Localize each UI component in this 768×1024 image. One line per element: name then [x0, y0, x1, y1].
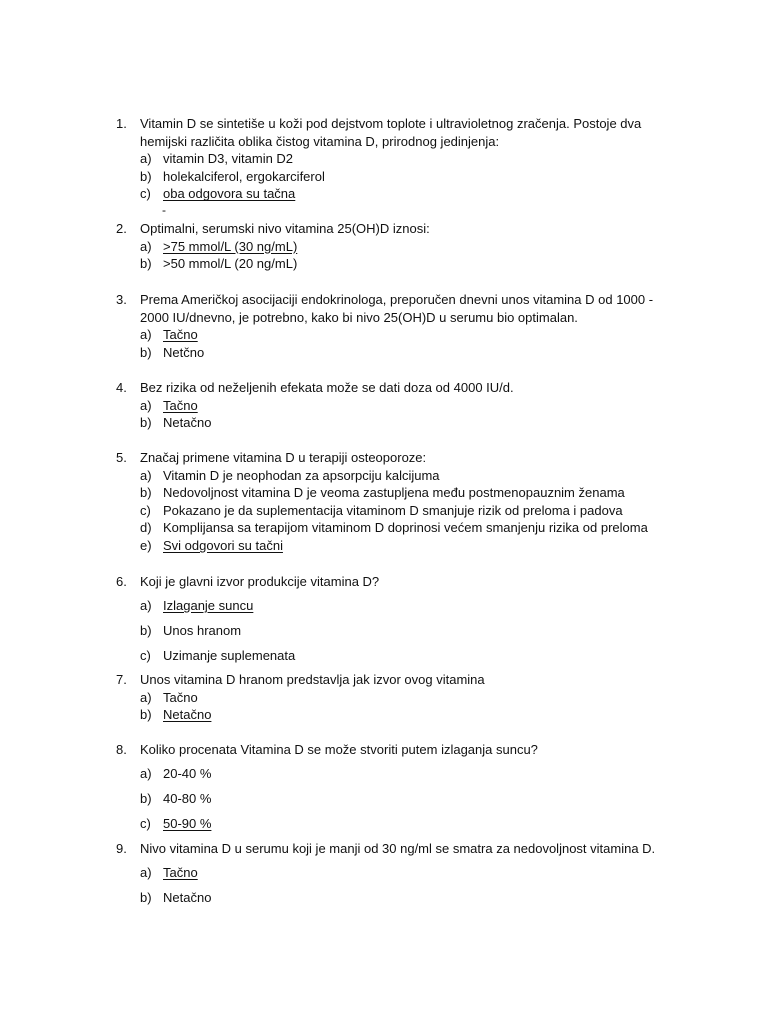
question-text: Nivo vitamina D u serumu koji je manji od 30 ng/ml se smatra za nedovoljnost vitamina D. — [140, 841, 656, 856]
question-number: 5. — [116, 450, 127, 465]
option-letter: b) — [140, 256, 152, 272]
question-8 — [0, 741, 768, 759]
option-letter: b) — [140, 707, 152, 723]
option-letter: a) — [140, 766, 152, 781]
option-text: 50-90 % — [163, 816, 212, 831]
option-text: Netačno — [163, 890, 212, 905]
option-letter: a) — [140, 689, 152, 705]
question-text: Bez rizika od neželjenih efekata može se dati doza od 4000 IU/d. — [140, 380, 514, 395]
option-text: Uzimanje suplemenata — [163, 648, 296, 663]
option-a — [0, 597, 768, 615]
question-7 — [0, 671, 768, 724]
question-number: 1. — [116, 116, 127, 131]
question-5 — [0, 449, 768, 555]
option-text: Nedovoljnost vitamina D je veoma zastupljena među postmenopauznim ženama — [163, 485, 625, 501]
option-letter: b) — [140, 791, 152, 806]
option-letter: c) — [140, 648, 151, 663]
trailing-mark: - — [162, 202, 166, 217]
option-text: Vitamin D je neophodan za apsorpciju kalcijuma — [163, 467, 440, 483]
option-a — [0, 467, 768, 485]
option-text: 20-40 % — [163, 766, 212, 781]
option-a — [0, 765, 768, 783]
question-9 — [0, 840, 768, 858]
option-b — [0, 706, 768, 724]
question-number: 6. — [116, 574, 127, 589]
option-text: Tačno — [163, 327, 198, 343]
option-text: Netačno — [163, 415, 212, 431]
option-text: Tačno — [163, 397, 198, 413]
option-d — [0, 519, 768, 537]
question-text: Vitamin D se sintetiše u koži pod dejstvom toplote i ultravioletnog zračenja. Postoje dva — [140, 116, 642, 131]
option-b — [0, 484, 768, 502]
option-letter: b) — [140, 485, 152, 501]
option-text: Svi odgovori su tačni — [163, 537, 283, 553]
option-letter: c) — [140, 502, 151, 518]
option-letter: e) — [140, 537, 152, 553]
option-letter: b) — [140, 890, 152, 905]
option-letter: c) — [140, 816, 151, 831]
question-1 — [0, 115, 768, 217]
option-a — [0, 689, 768, 707]
option-text: Unos hranom — [163, 623, 242, 638]
question-number: 2. — [116, 221, 127, 236]
option-b — [0, 889, 768, 907]
option-text: vitamin D3, vitamin D2 — [163, 151, 294, 167]
question-2 — [0, 220, 768, 273]
option-b — [0, 168, 768, 186]
question-text: Unos vitamina D hranom predstavlja jak izvor ovog vitamina — [140, 672, 485, 687]
question-number: 7. — [116, 672, 127, 687]
question-number: 9. — [116, 841, 127, 856]
option-letter: a) — [140, 151, 152, 167]
option-text: Netačno — [163, 707, 212, 723]
question-text: Optimalni, serumski nivo vitamina 25(OH)D iznosi: — [140, 221, 430, 236]
option-text: Netčno — [163, 344, 205, 360]
option-c — [0, 185, 768, 203]
question-number: 4. — [116, 380, 127, 395]
option-b — [0, 414, 768, 432]
option-c — [0, 647, 768, 665]
question-text: Koliko procenata Vitamina D se može stvoriti putem izlaganja suncu? — [140, 742, 538, 757]
question-text: Prema Američkoj asocijaciji endokrinologa, preporučen dnevni unos vitamina D od 1000 - — [140, 292, 654, 307]
option-letter: a) — [140, 397, 152, 413]
question-6 — [0, 573, 768, 591]
option-b — [0, 344, 768, 362]
option-b — [0, 790, 768, 808]
option-a — [0, 326, 768, 344]
option-text: holekalciferol, ergokarciferol — [163, 168, 325, 184]
option-letter: b) — [140, 344, 152, 360]
option-a — [0, 397, 768, 415]
option-text: Tačno — [163, 865, 198, 880]
option-text: >75 mmol/L (30 ng/mL) — [163, 238, 298, 254]
question-number: 3. — [116, 292, 127, 307]
question-number: 8. — [116, 742, 127, 757]
question-text: Koji je glavni izvor produkcije vitamina D? — [140, 574, 380, 589]
option-letter: c) — [140, 186, 151, 202]
option-b — [0, 622, 768, 640]
option-text: Tačno — [163, 689, 198, 705]
option-a — [0, 864, 768, 882]
option-letter: b) — [140, 168, 152, 184]
option-letter: b) — [140, 415, 152, 431]
option-text: Komplijansa sa terapijom vitaminom D doprinosi većem smanjenju rizika od preloma — [163, 520, 648, 536]
question-3 — [0, 291, 768, 361]
option-text: oba odgovora su tačna — [163, 186, 296, 202]
option-text: >50 mmol/L (20 ng/mL) — [163, 256, 298, 272]
option-text: 40-80 % — [163, 791, 212, 806]
option-a — [0, 150, 768, 168]
question-text: 2000 IU/dnevno, je potrebno, kako bi nivo 25(OH)D u serumu bio optimalan. — [140, 309, 578, 325]
option-text: Izlaganje suncu — [163, 598, 254, 613]
option-a — [0, 238, 768, 256]
option-text: Pokazano je da suplementacija vitaminom D smanjuje rizik od preloma i padova — [163, 502, 623, 518]
option-letter: a) — [140, 238, 152, 254]
option-letter: d) — [140, 520, 152, 536]
option-b — [0, 255, 768, 273]
option-c — [0, 502, 768, 520]
option-e — [0, 537, 768, 555]
question-text: hemijski različita oblika čistog vitamina D, prirodnog jedinjenja: — [140, 133, 500, 149]
option-letter: a) — [140, 865, 152, 880]
question-4 — [0, 379, 768, 432]
option-c — [0, 815, 768, 833]
option-letter: a) — [140, 327, 152, 343]
question-text: Značaj primene vitamina D u terapiji osteoporoze: — [140, 450, 427, 465]
option-letter: a) — [140, 467, 152, 483]
option-letter: b) — [140, 623, 152, 638]
option-letter: a) — [140, 598, 152, 613]
